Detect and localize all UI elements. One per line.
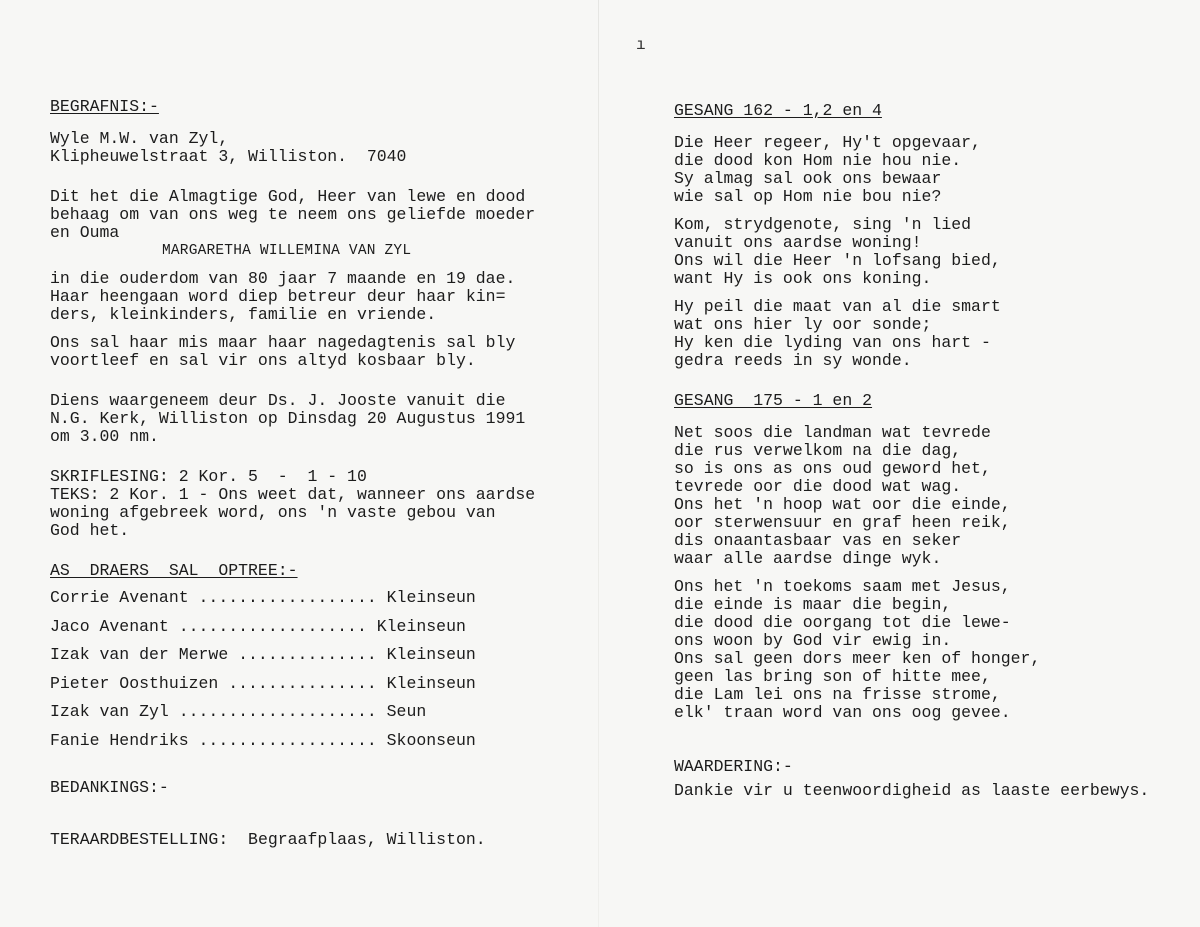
hymn-line: gedra reeds in sy wonde. <box>674 351 912 370</box>
hymn-line: oor sterwensuur en graf heen reik, <box>674 513 1011 532</box>
page-fold <box>598 0 599 927</box>
hymn-line: ons woon by God vir ewig in. <box>674 631 952 650</box>
hymn-line: Net soos die landman wat tevrede <box>674 423 991 442</box>
deceased-name-line: Wyle M.W. van Zyl, <box>50 129 229 148</box>
hymn-line: Ons wil die Heer 'n lofsang bied, <box>674 251 1001 270</box>
hymn-line: tevrede oor die dood wat wag. <box>674 477 962 496</box>
teks-line: TEKS: 2 Kor. 1 - Ons weet dat, wanneer ons aardse <box>50 485 536 504</box>
hymn-line: Die Heer regeer, Hy't opgevaar, <box>674 133 981 152</box>
left-column <box>50 98 598 849</box>
hymn-line: die Lam lei ons na frisse strome, <box>674 685 1001 704</box>
bearer-row: Fanie Hendriks .................. Skoonseun <box>50 730 476 750</box>
begrafnis-heading: BEGRAFNIS:- <box>50 97 159 116</box>
bedankings-heading: BEDANKINGS:- <box>50 778 169 797</box>
hymn-line: wie sal op Hom nie bou nie? <box>674 187 942 206</box>
gesang2-verse <box>674 424 1200 568</box>
hymn-line: die dood kon Hom nie hou nie. <box>674 151 962 170</box>
skriflesing-line <box>50 468 598 486</box>
skriflesing-label: SKRIFLESING: <box>50 467 169 486</box>
age-line: in die ouderdom van 80 jaar 7 maande en 19 dae. <box>50 269 516 288</box>
hymn-line: wat ons hier ly oor sonde; <box>674 315 932 334</box>
hymn-line: Hy peil die maat van al die smart <box>674 297 1001 316</box>
teraarde-label: TERAARDBESTELLING: <box>50 830 229 849</box>
hymn-line: die einde is maar die begin, <box>674 595 952 614</box>
hymn-line: dis onaantasbaar vas en seker <box>674 531 962 550</box>
bearer-row: Pieter Oosthuizen ............... Kleinseun <box>50 673 476 693</box>
memory-line: voortleef en sal vir ons altyd kosbaar bly. <box>50 351 476 370</box>
skriflesing-value: 2 Kor. 5 - 1 - 10 <box>168 467 367 486</box>
age-line: ders, kleinkinders, familie en vriende. <box>50 305 437 324</box>
right-column <box>674 102 1200 800</box>
hymn-line: Kom, strydgenote, sing 'n lied <box>674 215 972 234</box>
waardering-text: Dankie vir u teenwoordigheid as laaste eerbewys. <box>674 781 1150 800</box>
hymn-line: Ons sal geen dors meer ken of honger, <box>674 649 1041 668</box>
stray-mark: ı <box>636 36 646 54</box>
teraarde-value: Begraafplaas, Williston. <box>228 830 486 849</box>
waardering-heading: WAARDERING:- <box>674 757 793 776</box>
hymn-line: so is ons as ons oud geword het, <box>674 459 991 478</box>
gesang1-heading: GESANG 162 - 1,2 en 4 <box>674 101 882 120</box>
gesang2-heading: GESANG 175 - 1 en 2 <box>674 391 873 410</box>
bearer-row: Jaco Avenant ................... Kleinseun <box>50 616 466 636</box>
hymn-line: Hy ken die lyding van ons hart - <box>674 333 991 352</box>
gesang1-verse <box>674 134 1200 206</box>
age-line: Haar heengaan word diep betreur deur haar kin= <box>50 287 506 306</box>
hymn-line: Sy almag sal ook ons bewaar <box>674 169 942 188</box>
hymn-line: want Hy is ook ons koning. <box>674 269 932 288</box>
full-name: MARGARETHA WILLEMINA VAN ZYL <box>162 243 412 259</box>
teraarde-line <box>50 831 598 849</box>
hymn-line: Ons het 'n hoop wat oor die einde, <box>674 495 1011 514</box>
announcement-line: behaag om van ons weg te neem ons geliefde moeder <box>50 205 536 224</box>
hymn-line: die dood die oorgang tot die lewe- <box>674 613 1011 632</box>
teks-line: woning afgebreek word, ons 'n vaste gebou van <box>50 503 496 522</box>
bearer-row: Izak van Zyl .................... Seun <box>50 702 427 721</box>
hymn-line: Ons het 'n toekoms saam met Jesus, <box>674 577 1011 596</box>
hymn-line: vanuit ons aardse woning! <box>674 233 922 252</box>
hymn-line: die rus verwelkom na die dag, <box>674 441 962 460</box>
bearer-row: Izak van der Merwe .............. Kleinseun <box>50 645 476 664</box>
service-line: om 3.00 nm. <box>50 427 159 446</box>
gesang1-verse <box>674 216 1200 288</box>
teks-line: God het. <box>50 521 130 540</box>
announcement-line: en Ouma <box>50 223 120 242</box>
gesang2-verse <box>674 578 1200 722</box>
service-line: N.G. Kerk, Williston op Dinsdag 20 Augustus 1991 <box>50 409 526 428</box>
hymn-line: geen las bring son of hitte mee, <box>674 667 991 686</box>
service-line: Diens waargeneem deur Ds. J. Jooste vanuit die <box>50 391 506 410</box>
memory-line: Ons sal haar mis maar haar nagedagtenis sal bly <box>50 333 516 352</box>
address-line: Klipheuwelstraat 3, Williston. 7040 <box>50 147 407 166</box>
draers-heading: AS DRAERS SAL OPTREE:- <box>50 561 298 580</box>
gesang1-verse <box>674 298 1200 370</box>
announcement-line: Dit het die Almagtige God, Heer van lewe en dood <box>50 187 526 206</box>
hymn-line: elk' traan word van ons oog gevee. <box>674 703 1011 722</box>
bearer-row: Corrie Avenant .................. Kleinseun <box>50 588 476 607</box>
hymn-line: waar alle aardse dinge wyk. <box>674 549 942 568</box>
